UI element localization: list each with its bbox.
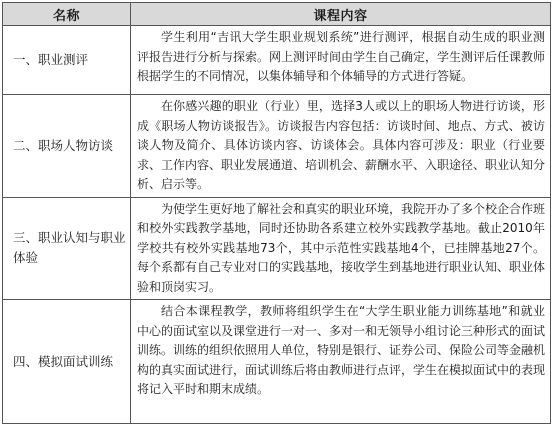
row-content-cell: 学生利用“吉讯大学生职业规划系统”进行测评，根据自动生成的职业测评报告进行分析与探索。网上测评时间由学生自己确定，学生测评后任课教师根据学生的不同情况，以集体辅导和个体辅导的方式进行答疑。: [131, 26, 551, 95]
row-content-cell: 为使学生更好地了解社会和真实的职业环境，我院开办了多个校企合作班和校外实践教学基地，同时还协助各系建立校外实践教学基地。截止2010年学校共有校外实践基地73个，其中示范性实践基地4个，已挂牌基地27个。每个系都有自己专业对口的实践基地，接收学生到基地进行职业认知、职业体验和顶岗实习。: [131, 197, 551, 300]
course-content-table: [2, 2, 551, 424]
header-content: 课程内容: [131, 3, 551, 26]
row-name-cell: 一、职业测评: [3, 26, 131, 95]
row-name-cell: 四、模拟面试训练: [3, 300, 131, 424]
row-name-cell: 三、职业认知与职业体验: [3, 197, 131, 300]
table-header-row: [3, 3, 551, 26]
row-name-cell: 二、职场人物访谈: [3, 95, 131, 198]
table-row: [3, 300, 551, 424]
table-row: [3, 197, 551, 300]
header-name: 名称: [3, 3, 131, 26]
row-content-cell: 在你感兴趣的职业（行业）里，选择3人或以上的职场人物进行访谈，形成《职场人物访谈报告》。访谈报告内容包括：访谈时间、地点、方式、被访谈人物及简介、具体访谈内容、访谈体会。具体内容可涉及：职业（行业要求、工作内容、职业发展通道、培训机会、薪酬水平、入职途径、职业认知分析、启示等。: [131, 95, 551, 198]
row-content-cell: 结合本课程教学，教师将组织学生在“大学生职业能力训练基地”和就业中心的面试室以及课堂进行一对一、多对一和无领导小组讨论三种形式的面试训练。训练的组织依照用人单位，特别是银行、证券公司、保险公司等金融机构的真实面试进行，面试训练后将由教师进行点评，学生在模拟面试中的表现将记入平时和期末成绩。: [131, 300, 551, 424]
table-row: [3, 95, 551, 198]
table-row: [3, 26, 551, 95]
